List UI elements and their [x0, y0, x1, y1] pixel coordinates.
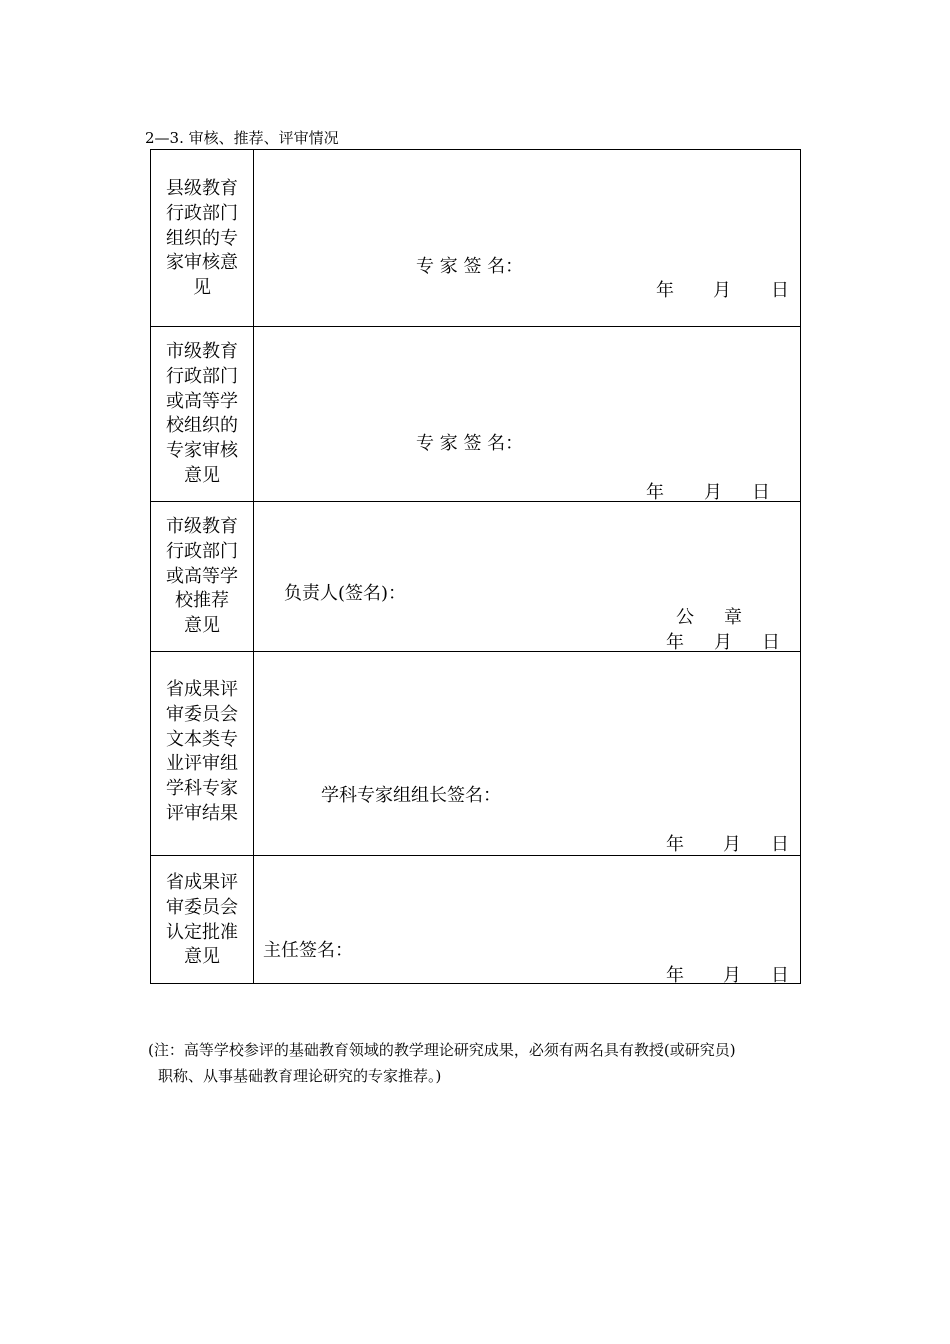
date-day-label: 日 — [771, 834, 789, 855]
provincial-approval-content[interactable] — [254, 856, 801, 984]
date-year-label: 年 — [666, 834, 684, 855]
label-line: 校组织的 — [166, 415, 238, 437]
footnote-line: (注：高等学校参评的基础教育领域的教学理论研究成果，必须有两名具有教授(或研究员) — [148, 1041, 736, 1059]
county-review-content[interactable] — [254, 150, 801, 327]
row-label-county-review — [151, 150, 254, 327]
label-line: 省成果评 — [166, 872, 238, 893]
label-line: 县级教育 — [166, 178, 238, 199]
label-line: 审委员会 — [166, 703, 238, 725]
label-line: 校推荐 — [175, 590, 229, 612]
label-line: 意见 — [184, 615, 220, 637]
date-month-label: 月 — [714, 632, 732, 653]
date-day-label: 日 — [771, 965, 789, 986]
table-row — [151, 502, 801, 652]
label-line: 行政部门 — [166, 365, 238, 387]
row-label-city-recommend — [151, 502, 254, 652]
label-line: 或高等学 — [166, 565, 238, 587]
label-line: 或高等学 — [166, 390, 238, 412]
label-line: 业评审组 — [166, 753, 238, 775]
city-recommend-content[interactable] — [254, 502, 801, 652]
row-label-provincial-approval — [151, 856, 254, 984]
city-review-content[interactable] — [254, 327, 801, 502]
label-line: 学科专家 — [166, 778, 238, 800]
footnote — [148, 1037, 818, 1089]
row-label-city-review — [151, 327, 254, 502]
label-line: 省成果评 — [166, 679, 238, 700]
responsible-signature-label: 负责人(签名)： — [284, 583, 407, 604]
date-year-label: 年 — [656, 280, 674, 301]
director-signature-label: 主任签名： — [263, 940, 353, 961]
label-line: 行政部门 — [166, 540, 238, 562]
label-line: 专家审核 — [166, 440, 238, 462]
label-line: 评审结果 — [166, 802, 238, 824]
footnote-line: 职称、从事基础教育理论研究的专家推荐。) — [158, 1067, 442, 1085]
label-line: 见 — [193, 277, 211, 299]
table-row — [151, 856, 801, 984]
date-month-label: 月 — [723, 965, 741, 986]
section-title: 2—3. 审核、推荐、评审情况 — [145, 129, 339, 147]
review-table — [150, 149, 801, 984]
seal-label-left: 公 — [676, 607, 694, 628]
date-month-label: 月 — [704, 482, 722, 503]
date-year-label: 年 — [666, 965, 684, 986]
label-line: 家审核意 — [166, 252, 238, 274]
label-line: 认定批准 — [166, 921, 238, 943]
panel-leader-signature-label: 学科专家组组长签名： — [321, 785, 501, 806]
table-row — [151, 652, 801, 856]
label-line: 市级教育 — [166, 516, 238, 537]
seal-label-right: 章 — [724, 607, 742, 628]
date-day-label: 日 — [771, 280, 789, 301]
table-row — [151, 150, 801, 327]
row-label-provincial-review — [151, 652, 254, 856]
expert-signature-label: 专 家 签 名： — [416, 433, 524, 454]
provincial-review-content[interactable] — [254, 652, 801, 856]
date-day-label: 日 — [762, 632, 780, 653]
date-year-label: 年 — [666, 632, 684, 653]
expert-signature-label: 专 家 签 名： — [416, 256, 524, 277]
label-line: 意见 — [184, 464, 220, 486]
label-line: 组织的专 — [166, 227, 238, 249]
table-row — [151, 327, 801, 502]
label-line: 市级教育 — [166, 341, 238, 362]
date-month-label: 月 — [713, 280, 731, 301]
date-year-label: 年 — [646, 482, 664, 503]
date-month-label: 月 — [723, 834, 741, 855]
date-day-label: 日 — [752, 482, 770, 503]
label-line: 审委员会 — [166, 896, 238, 918]
label-line: 行政部门 — [166, 202, 238, 224]
label-line: 文本类专 — [166, 728, 238, 750]
label-line: 意见 — [184, 946, 220, 968]
